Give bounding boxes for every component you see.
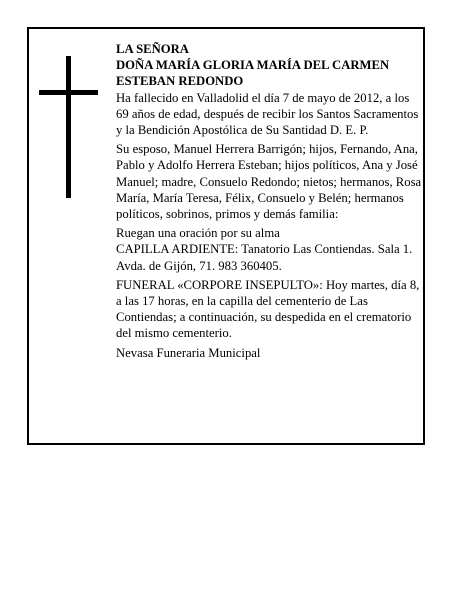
funeral-info: FUNERAL «CORPORE INSEPULTO»: Hoy martes, día 8, a las 17 horas, en la capilla del cementerio de Las Contiendas; a continuación, su despedida en el crematorio del mismo cementerio. (116, 277, 420, 341)
funeral-home: Nevasa Funeraria Municipal (116, 345, 261, 360)
deceased-name: DOÑA MARÍA GLORIA MARÍA DEL CARMEN ESTEBAN REDONDO (116, 58, 390, 89)
chapel-info: CAPILLA ARDIENTE: Tanatorio Las Contiendas. Sala 1. Avda. de Gijón, 71. 983 360405. (116, 242, 413, 273)
notice-title: LA SEÑORA (116, 42, 189, 56)
family-list: Su esposo, Manuel Herrera Barrigón; hijos, Fernando, Ana, Pablo y Adolfo Herrera Esteban; hijos políticos, Ana y José Manuel; madre, Consuelo Redondo; nietos; hermanos, Rosa María, María Teresa, Félix, Consuelo y Belén; hermanos políticos, sobrinos, primos y demás familia: (116, 142, 422, 222)
prayer-request: Ruegan una oración por su alma (116, 226, 280, 241)
obituary-notice (27, 27, 425, 445)
death-announcement: Ha fallecido en Valladolid el día 7 de mayo de 2012, a los 69 años de edad, después de recibir los Santos Sacramentos y la Bendición Apostólica de Su Santidad D. E. P. (116, 90, 419, 138)
cross-icon (29, 29, 119, 229)
notice-text (116, 41, 424, 361)
cross-vertical-bar (66, 56, 71, 198)
cross-horizontal-bar (39, 90, 98, 95)
